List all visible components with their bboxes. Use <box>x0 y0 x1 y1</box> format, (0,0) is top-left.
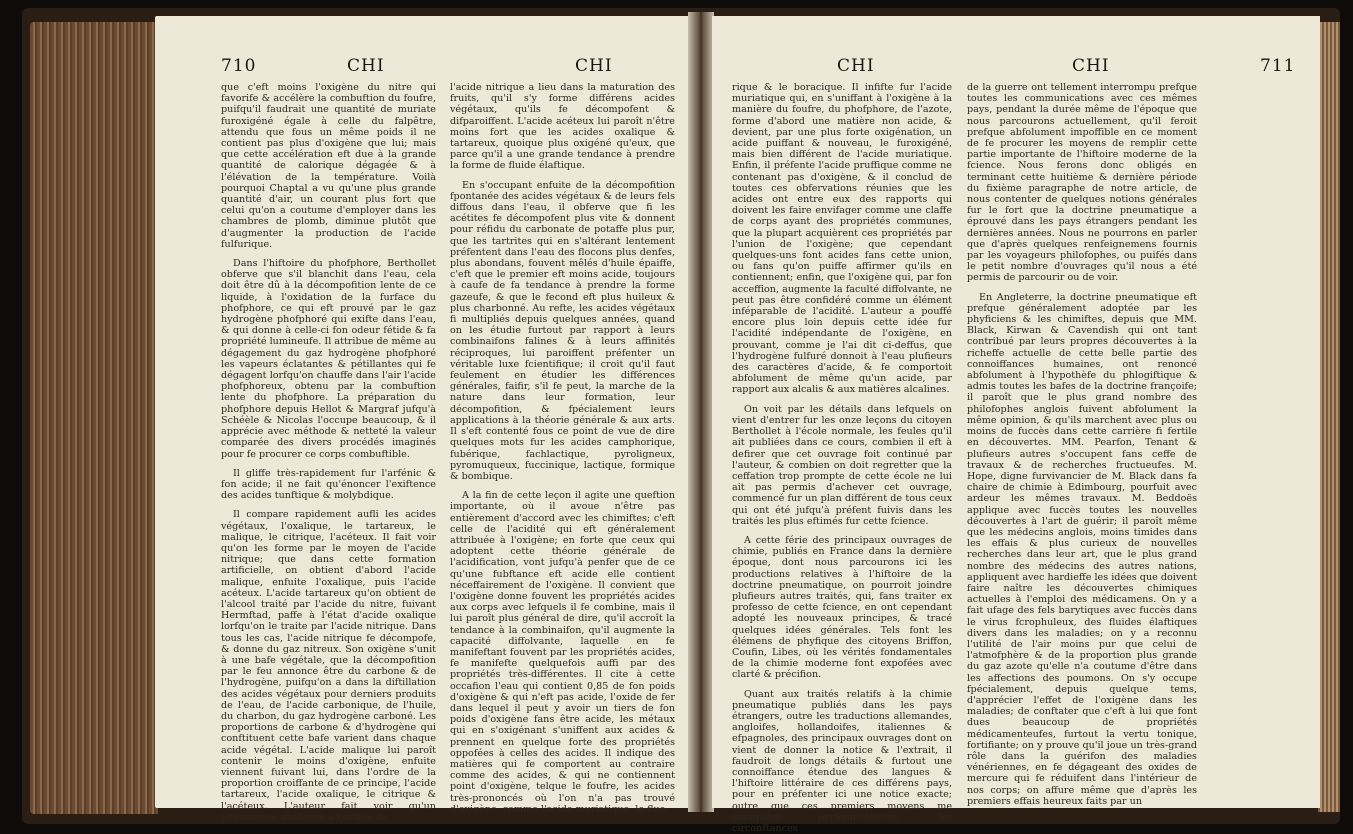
book-gutter <box>688 12 714 812</box>
left-column-1 <box>221 82 436 823</box>
left-page-number: 710 <box>221 56 257 76</box>
paragraph: En s'occupant enfuite de la décompofition fpontanée des acides végétaux & de leurs fels diffous dans l'eau, il obferve que fi les acétites fe décompofent plus vite & donnent pour réfidu du carbonate de potaffe plus pur, que les tartrites qui en s'altérant lentement préfentent dans l'eau des flocons plus denfes, plus abondans, fouvent mêlés d'huile épaiffe, c'eft que le premier eft moins acide, toujours à caufe de fa tendance à prendre la forme gazeufe, & que le fecond eft plus huileux & plus charbonné. Au refte, les acides végétaux fi multipliés depuis quelques années, quand on les étudie furtout par rapport à leurs combinaifons falines & à leurs affinités réciproques, lui paroiffent préfenter un véritable luxe fcientifique; il croit qu'il faut feulement en étudier les différences générales, faifir, s'il fe peut, la marche de la nature dans leur formation, leur décompofition, & fpécialement leurs applications à la théorie générale & aux arts. Il s'eft contenté fous ce point de vue de dire quelques mots fur les acides camphorique, fubérique, fachlactique, pyroligneux, pyromuqueux, fuccinique, lactique, formique & bombique. <box>450 179 675 482</box>
paragraph: Il compare rapidement aufli les acides végétaux, l'oxalique, le tartareux, le malique, le citrique, l'acéteux. Il fait voir qu'on les forme par le moyen de l'acide nitrique; que dans cette formation artificielle, on obtient d'abord l'acide malique, enfuite l'oxalique, puis l'acide acéteux. L'acide tartareux qu'on obtient de l'alcool traité par l'acide du nitre, fuivant Hermftad, paffe à l'état d'acide oxalique lorfqu'on le traite par l'acide nitrique. Dans tous les cas, l'acide nitrique fe décompofe, & donne du gaz nitreux. Son oxigène s'unit à une bafe végétale, que la décompofition par le feu annonce être du carbone & de l'hydrogène, puifqu'on a dans la diftillation des acides végétaux pour derniers produits de l'eau, de l'acide carbonique, de l'huile, du charbon, du gaz hydrogène carboné. Les proportions de carbone & d'hydrogène qui conftituent cette bafe varient dans chaque acide végétal. L'acide malique lui paroît contenir le moins d'oxigène, enfuite viennent fuivant lui, dans l'ordre de la proportion croiffante de ce principe, l'acide tartareux, l'acide oxalique, le citrique & l'acéteux. L'auteur fait voir qu'un phénomène analogue à l'action de <box>221 509 436 823</box>
paragraph: Il gliffe très-rapidement fur l'arfénic & fon acide; il ne fait qu'énoncer l'exiftence des acides tunftique & molybdique. <box>221 467 436 502</box>
page-edges-right <box>1318 22 1340 812</box>
left-running-head-center: CHI <box>575 56 613 76</box>
right-running-head-center: CHI <box>837 56 875 76</box>
paragraph: On voit par les détails dans lefquels on vient d'entrer fur les onze leçons du citoyen Berthollet à l'école normale, les feules qu'il ait publiées dans ce cours, combien il eft à defirer que cet ouvrage foit continué par l'auteur, & combien on doit regretter que la ceffation trop prompte de cette école ne lui ait pas permis d'achever cet ouvrage, commencé fur un plan différent de tous ceux qui ont été jufqu'à préfent fuivis dans les traités les plus eftimés fur cette fcience. <box>732 403 952 527</box>
right-column-1 <box>732 82 952 834</box>
right-page <box>712 16 1320 834</box>
right-page-number: 711 <box>1260 56 1296 76</box>
page-edges-left <box>30 22 158 814</box>
left-running-head: CHI <box>347 56 385 76</box>
paragraph: de la guerre ont tellement interrompu prefque toutes les communications avec ces mêmes pays, pendant la durée même de l'époque que nous parcourons actuellement, qu'il feroit prefque abfolument impoffible en ce moment de fe procurer les moyens de remplir cette partie importante de l'hiftoire moderne de la fcience. Nous ferons donc obligés en terminant cette huitième & dernière période du fixième paragraphe de notre article, de nous contenter de quelques notions générales fur le fort que la doctrine pneumatique a éprouvé dans les pays étrangers pendant les dernières années. Nous ne pourrons en parler que d'après quelques renfeignemens fournis par les voyageurs philofophes, ou puifés dans le petit nombre d'ouvrages qu'il nous a été permis de parcourir ou de voir. <box>967 82 1197 284</box>
paragraph: A cette férie des principaux ouvrages de chimie, publiés en France dans la dernière époque, dont nous parcourons ici les productions relatives à l'hiftoire de la doctrine pneumatique, on pourroit joindre plufieurs autres traités, qui, fans traiter ex professo de cette fcience, en ont cependant adopté les nouveaux principes, & tracé quelques idées générales. Tels font les élémens de phyfique des citoyens Briffon, Coufin, Libes, où les vérités fondamentales de la chimie moderne font expofées avec clarté & précifion. <box>732 534 952 681</box>
paragraph: Dans l'hiftoire du phofphore, Berthollet obferve que s'il blanchit dans l'eau, cela doit être dû à la décompofition lente de ce liquide, à l'oxidation de la furface du phofphore, ce qui eft prouvé par le gaz hydrogène phofphoré qui exifte dans l'eau, & qui donne à celle-ci fon odeur fétide & fa propriété lumineufe. Il attribue de même au dégagement du gaz hydrogène phofphoré les vapeurs éclatantes & pétillantes qui fe dégagent lorfqu'on chauffe dans l'air l'acide phofphoreux, obtenu par la combuftion lente du phofphore. La préparation du phofphore depuis Hellot & Margraf jufqu'à Schéèle & Nicolas l'occupe beaucoup, & il apprécie avec méthode & netteté la valeur comparée des divers procédés imaginés pour fe procurer ce corps combuftible. <box>221 258 436 460</box>
paragraph: rique & le boracique. Il infifte fur l'acide muriatique qui, en s'uniffant à l'oxigène à la manière du foufre, du phofphore, de l'azote, forme d'abord une matière non acide, & devient, par une plus forte oxigénation, un acide puiffant & nouveau, le furoxigéné, mais bien différent de l'acide muriatique. Enfin, il préfente l'acide pruffique comme ne contenant pas d'oxigène, & il conclud de toutes ces obfervations réunies que les acides ont entre eux des rapports qui doivent les faire envifager comme une claffe de corps ayant des propriétés communes, que la plupart acquièrent ces propriétés par l'union de l'oxigène; que cependant quelques-uns font acides fans cette union, ou fans qu'on puiffe affirmer qu'ils en contiennent; enfin, que l'oxigène qui, par fon acceffion, augmente la faculté diffolvante, ne peut pas être confidéré comme un élément inféparable de l'acidité. L'auteur a pouffé encore plus loin depuis cette idée fur l'acidité indépendante de l'oxigène, en prouvant, comme je l'ai dit ci-deffus, que l'hydrogène fulfuré donnoit à l'eau plufieurs des caractères d'acide, & fe comportoit abfolument de même qu'un acide, par rapport aux alcalis & aux matières alcalines. <box>732 82 952 396</box>
paragraph: que c'eft moins l'oxigène du nitre qui favorife & accélère la combuftion du foufre, puifqu'il faudrait une quantité de muriate furoxigéné égale à celle du falpêtre, attendu que fous un même poids il ne contient pas plus d'oxigène que lui; mais que cette accélération eft due à la grande quantité de calorique dégagée & à l'élévation de la température. Voilà pourquoi Chaptal a vu qu'une plus grande quantité d'air, un courant plus fort que celui qu'on a coutume d'employer dans les chambres de plomb, diminue plutôt que d'augmenter la production de l'acide fulfurique. <box>221 82 436 250</box>
paragraph: A la fin de cette leçon il agite une queftion importante, où il avoue n'être pas entièrement d'accord avec les chimiftes; c'eft celle de l'acidité qui eft généralement attribuée à l'oxigène; en forte que ceux qui adoptent cette théorie générale de l'acidification, vont jufqu'à penfer que de ce qu'une fubftance eft acide elle contient néceffairement de l'oxigène. Il convient que l'oxigène donne fouvent les propriétés acides aux corps avec lefquels il fe combine, mais il lui paroît plus général de dire, qu'il accroît la tendance à la combinaifon, qu'il augmente la capacité diffolvante, laquelle en fe manifeftant fouvent par les propriétés acides, fe manifefte quelquefois auffi par des propriétés très-différentes. Il cite à cette occafion l'eau qui contient 0,85 de fon poids d'oxigène & qui n'eft pas acide, l'oxide de fer dans lequel il peut y avoir un tiers de fon poids d'oxigène fans être acide, les métaux qui en s'oxigénant s'uniffent aux acides & prennent en quelque forte des propriétés oppofées à celles des acides. Il indique des matières qui fe comportent au contraire comme des acides, & qui ne contiennent point d'oxigène, telque le foufre, les acides très-prononcés où l'on n'a pas trouvé d'oxigène, comme l'acide muriatique, le fluo- <box>450 490 675 815</box>
left-column-2 <box>450 82 675 815</box>
left-page <box>155 16 691 823</box>
paragraph: Quant aux traités relatifs à la chimie pneumatique publiés dans les pays étrangers, outre les traductions allemandes, angloifes, hollandoifes, italiennes & efpagnoles, des principaux ouvrages dont on vient de donner la notice & l'extrait, il faudroit de longs détails & furtout une connoiffance étendue des langues & l'hiftoire littéraire de ces différens pays, pour en préfenter ici une notice exacte; outre que ces premiers moyens me manquent perfonnellement, les circonftances <box>732 688 952 834</box>
right-running-head: CHI <box>1072 56 1110 76</box>
right-column-2 <box>967 82 1197 807</box>
paragraph: En Angleterre, la doctrine pneumatique eft prefque généralement adoptée par les phyficiens & les chimiftes, depuis que MM. Black, Kirwan & Cavendish qui ont tant contribué par leurs propres découvertes à la richeffe actuelle de cette belle partie des connoiffances humaines, ont renoncé abfolument à l'hypothèfe du phlogiftique & admis toutes les bafes de la doctrine françoife; il paroît que le plus grand nombre des philofophes anglois fuivent abfolument la même opinion, & qu'ils marchent avec plus ou moins de fuccès dans cette carrière fi fertile en découvertes. MM. Pearfon, Tenant & plufieurs autres s'occupent fans ceffe de travaux & de recherches fructueufes. M. Hope, digne furvivancier de M. Black dans fa chaire de chimie à Edimbourg, pourfuit avec ardeur les mêmes travaux. M. Beddoës applique avec fuccès toutes les nouvelles découvertes à l'art de guérir; il paroît même que les médecins anglois, moins timides dans les effais & plus curieux de nouvelles recherches dans leur art, que le plus grand nombre des médecins des autres nations, appliquent avec hardieffe les idées que doivent faire naître les découvertes chimiques actuelles à l'emploi des médicamens. On y a fait ufage des fels barytiques avec fuccès dans le virus fcrophuleux, des fluides élaftiques divers dans les maladies; on y a reconnu l'utilité de l'air moins pur que celui de l'atmofphère & de la proportion plus grande du gaz azote qu'elle n'a coutume d'être dans les affections des poumons. On s'y occupe fpécialement, depuis quelque tems, d'apprécier l'effet de l'oxigène dans les maladies; de conftater que c'eft à lui que font dues beaucoup de propriétés médicamenteufes, furtout la vertu tonique, fortifiante; on y prouve qu'il joue un très-grand rôle dans la guérifon des maladies vénériennes, en fe dégageant des oxides de mercure qui fe réduifent dans l'intérieur de nos corps; on affure même que d'après les premiers effais heureux faits par un <box>967 291 1197 807</box>
paragraph: l'acide nitrique a lieu dans la maturation des fruits, qu'il s'y forme différens acides végétaux, qu'ils fe décompofent & difparoiffent. L'acide acéteux lui paroît n'être moins fort que les acides oxalique & tartareux, quoique plus oxigéné qu'eux, que parce qu'il a une grande tendance à prendre la forme de fluide élaftique. <box>450 82 675 172</box>
